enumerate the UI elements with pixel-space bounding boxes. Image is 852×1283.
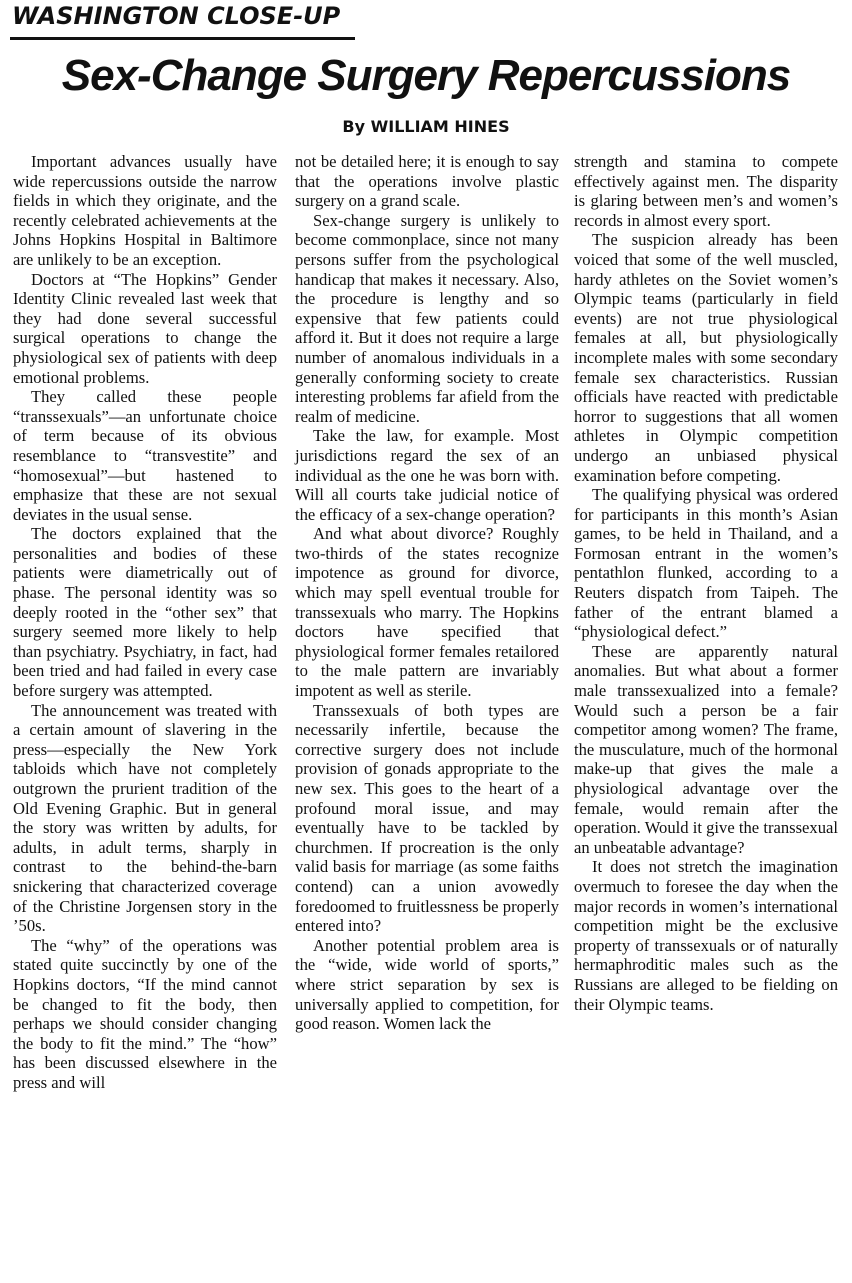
article-column-1: [13, 152, 277, 1093]
article-paragraph: These are apparently natural anomalies. But what about a former male transsexualized into a female? Would such a person be a fair competitor among women? The frame, the musculature, much of the hormonal make-up that gives the male a physiological advantage over the female, would remain after the operation. Would it give the transsexual an unbeatable advantage?: [574, 641, 838, 857]
headline-text: Sex-Change Surgery Repercussions: [61, 51, 791, 100]
article-paragraph: The doctors explained that the personalities and bodies of these patients were diametrically out of phase. The personal identity was so deeply rooted in the “other sex” that surgery seemed more likely to help than psychiatry. Psychiatry, in fact, had been tried and had failed in every case before surgery was attempted.: [13, 524, 277, 701]
article-paragraph: It does not stretch the imagination overmuch to foresee the day when the major records in women’s international competition might be the exclusive property of transsexuals or of naturally hermaphroditic males such as the Russians are alleged to be fielding on their Olympic teams.: [574, 857, 838, 1014]
article-paragraph: not be detailed here; it is enough to say that the operations involve plastic surgery on a grand scale.: [295, 152, 559, 211]
article-paragraph: The suspicion already has been voiced that some of the well muscled, hardy athletes on the Soviet women’s Olympic teams (particularly in field events) are not true physiological females at all, but physiologically incomplete males with some secondary female sex characteristics. Russian officials have reacted with predictable horror to suggestions that all women athletes in Olympic competition undergo an unbiased physical examination before competing.: [574, 230, 838, 485]
byline-text: By WILLIAM HINES: [342, 117, 510, 136]
article-paragraph: Take the law, for example. Most jurisdictions regard the sex of an individual as the one he was born with. Will all courts take judicial notice of the efficacy of a sex-change operation?: [295, 426, 559, 524]
byline: [0, 117, 852, 136]
section-kicker: WASHINGTON CLOSE-UP: [12, 2, 341, 30]
article-paragraph: Another potential problem area is the “wide, wide world of sports,” where strict separation by sex is universally applied to competition, for good reason. Women lack the: [295, 935, 559, 1034]
kicker-rule: [10, 37, 355, 40]
article-paragraph: And what about divorce? Roughly two-thirds of the states recognize impotence as ground for divorce, which may spell eventual trouble for transsexuals who marry. The Hopkins doctors have specified that physiological former females retailored to the male pattern are invariably impotent as well as sterile.: [295, 524, 559, 701]
article-column-3: [574, 152, 838, 1014]
article-paragraph: Transsexuals of both types are necessarily infertile, because the corrective surgery does not include provision of gonads appropriate to the new sex. This goes to the heart of a profound moral issue, and may eventually have to be tackled by churchmen. If procreation is the only valid basis for marriage (as some faiths contend) can a union avowedly foredoomed to fruitlessness be properly entered into?: [295, 700, 559, 936]
article-column-2: [295, 152, 559, 1034]
article-paragraph: The qualifying physical was ordered for participants in this month’s Asian games, to be held in Thailand, and a Formosan entrant in the women’s pentathlon flunked, according to a Reuters dispatch from Taipeh. The father of the entrant blamed a “physiological defect.”: [574, 485, 838, 642]
article-paragraph: Important advances usually have wide repercussions outside the narrow fields in which they originate, and the recently celebrated achievements at the Johns Hopkins Hospital in Baltimore are unlikely to be an exception.: [13, 152, 277, 269]
article-paragraph: They called these people “transsexuals”—an unfortunate choice of term because of its obvious resemblance to “transvestite” and “homosexual”—but hastened to emphasize that these are not sexual deviates in the usual sense.: [13, 387, 277, 524]
article-paragraph: Sex-change surgery is unlikely to become commonplace, since not many persons suffer from the psychological handicap that makes it necessary. Also, the procedure is lengthy and so expensive that few patients could afford it. But it does not require a large number of anomalous individuals in a generally conforming society to create interesting problems far afield from the realm of medicine.: [295, 210, 559, 426]
article-paragraph: The announcement was treated with a certain amount of slavering in the press—especially the New York tabloids which have not completely outgrown the prurient tradition of the Old Evening Graphic. But in general the story was written by adults, for adults, in adult terms, sharply in contrast to the behind-the-barn snickering that characterized coverage of the Christine Jorgensen story in the ’50s.: [13, 700, 277, 936]
headline: [10, 46, 842, 106]
article-paragraph: strength and stamina to compete effectively against men. The disparity is glaring between men’s and women’s records in almost every sport.: [574, 152, 838, 230]
article-paragraph: The “why” of the operations was stated quite succinctly by one of the Hopkins doctors, “If the mind cannot be changed to fit the body, then perhaps we should consider changing the body to fit the mind.” The “how” has been discussed elsewhere in the press and will: [13, 935, 277, 1092]
article-paragraph: Doctors at “The Hopkins” Gender Identity Clinic revealed last week that they had done several successful surgical operations to change the physiological sex of patients with deep emotional problems.: [13, 269, 277, 387]
